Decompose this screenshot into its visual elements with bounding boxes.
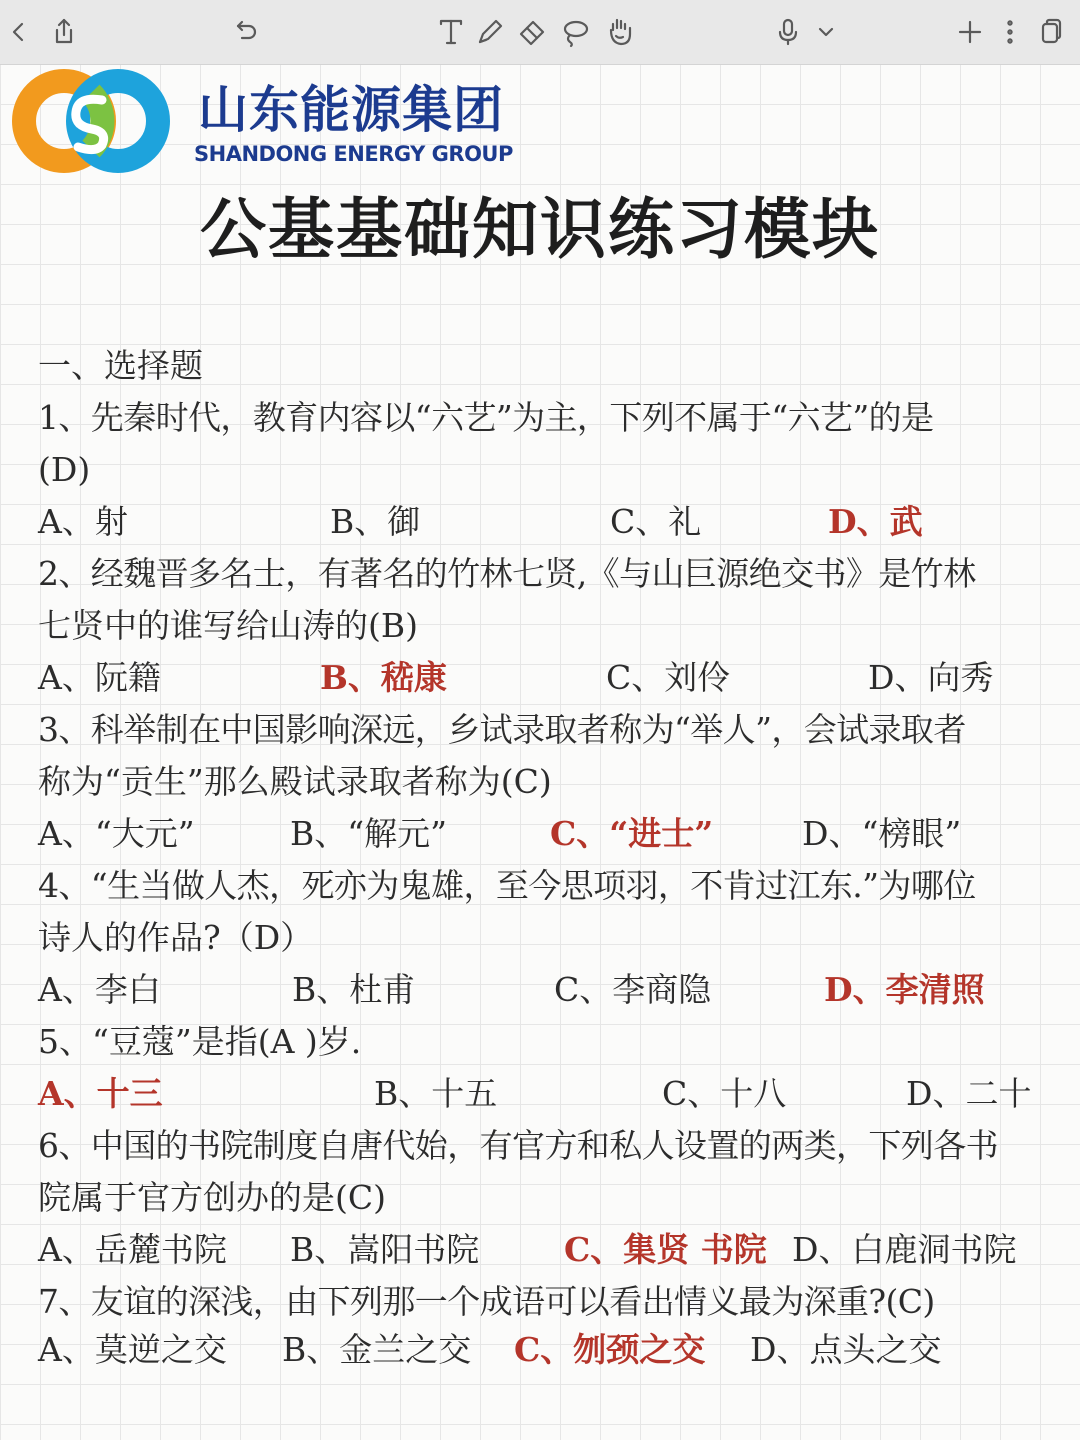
option-a-correct: A、十三 xyxy=(38,1074,163,1113)
question-text: 1、先秦时代，教育内容以“六艺”为主，下列不属于“六艺”的是 xyxy=(38,398,934,437)
question-text: 4、“生当做人杰，死亦为鬼雄，至今思项羽，不肯过江东.”为哪位 xyxy=(38,866,976,905)
brand-name-cn: 山东能源集团 xyxy=(198,81,504,139)
question-text: 7、友谊的深浅，由下列那一个成语可以看出情义最为深重?(C) xyxy=(38,1282,935,1321)
brand-logo xyxy=(6,64,566,179)
option-c: C、李商隐 xyxy=(554,970,712,1009)
option-a: A、李白 xyxy=(38,970,161,1009)
question-6 xyxy=(38,1120,1068,1276)
question-text: 诗人的作品?（D） xyxy=(38,918,314,957)
option-b: B、“解元” xyxy=(290,814,447,853)
question-text: 3、科举制在中国影响深远，乡试录取者称为“举人”，会试录取者 xyxy=(38,710,966,749)
option-a: A、“大元” xyxy=(38,814,195,853)
option-d: D、白鹿洞书院 xyxy=(792,1230,1017,1269)
question-text: (D) xyxy=(38,450,91,489)
option-c: C、刘伶 xyxy=(606,658,731,697)
answer-options xyxy=(38,964,1068,1016)
section-heading: 一、选择题 xyxy=(38,346,203,385)
question-1 xyxy=(38,392,1068,548)
option-d: D、向秀 xyxy=(868,658,994,697)
option-a: A、岳麓书院 xyxy=(38,1230,227,1269)
option-b: B、十五 xyxy=(374,1074,498,1113)
question-text: 七贤中的谁写给山涛的(B) xyxy=(38,606,418,645)
page-title: 公基基础知识练习模块 xyxy=(200,190,880,268)
question-text: 2、经魏晋多名士，有著名的竹林七贤,《与山巨源绝交书》是竹林 xyxy=(38,554,976,593)
answer-options xyxy=(38,496,1068,548)
option-c: C、礼 xyxy=(610,502,702,541)
option-c: C、十八 xyxy=(662,1074,787,1113)
option-c-correct: C、“进士” xyxy=(550,814,714,853)
pages-icon[interactable] xyxy=(1032,12,1072,52)
option-b: B、杜甫 xyxy=(292,970,416,1009)
question-text: 6、中国的书院制度自唐代始，有官方和私人设置的两类，下列各书 xyxy=(38,1126,998,1165)
question-3 xyxy=(38,704,1068,860)
question-list xyxy=(38,340,1068,1376)
option-a: A、阮籍 xyxy=(38,658,161,697)
question-2 xyxy=(38,548,1068,704)
chevron-down-icon[interactable] xyxy=(806,12,846,52)
question-text: 5、“豆蔻”是指(A )岁. xyxy=(38,1022,362,1061)
option-b: B、嵩阳书院 xyxy=(290,1230,480,1269)
answer-options xyxy=(38,652,1068,704)
question-7 xyxy=(38,1276,1068,1376)
answer-options xyxy=(38,1324,1068,1376)
shandong-energy-logo-icon xyxy=(6,64,176,179)
option-d: D、点头之交 xyxy=(750,1330,942,1369)
answer-options xyxy=(38,808,1068,860)
pen-tool-icon[interactable] xyxy=(470,12,510,52)
option-c-correct: C、刎颈之交 xyxy=(514,1330,706,1369)
option-b-correct: B、嵇康 xyxy=(320,658,447,697)
microphone-icon[interactable] xyxy=(768,12,808,52)
option-d: D、二十 xyxy=(906,1074,1032,1113)
option-a: A、莫逆之交 xyxy=(38,1330,227,1369)
question-4 xyxy=(38,860,1068,1016)
option-d-correct: D、武 xyxy=(828,502,923,541)
option-c-correct: C、集贤 书院 xyxy=(564,1230,767,1269)
text-tool-icon[interactable] xyxy=(431,12,471,52)
brand-name-en: SHANDONG ENERGY GROUP xyxy=(194,142,513,166)
shape-hand-tool-icon[interactable] xyxy=(600,12,640,52)
app-toolbar xyxy=(0,0,1080,65)
answer-options xyxy=(38,1068,1068,1120)
option-b: B、御 xyxy=(330,502,421,541)
option-d: D、“榜眼” xyxy=(802,814,962,853)
back-chevron-icon[interactable] xyxy=(0,12,40,52)
more-options-icon[interactable] xyxy=(990,12,1030,52)
undo-icon[interactable] xyxy=(224,12,264,52)
answer-options xyxy=(38,1224,1068,1276)
lasso-tool-icon[interactable] xyxy=(555,12,595,52)
add-icon[interactable] xyxy=(950,12,990,52)
share-icon[interactable] xyxy=(44,12,84,52)
option-b: B、金兰之交 xyxy=(282,1330,472,1369)
question-text: 院属于官方创办的是(C) xyxy=(38,1178,386,1217)
question-text: 称为“贡生”那么殿试录取者称为(C) xyxy=(38,762,552,801)
eraser-tool-icon[interactable] xyxy=(512,12,552,52)
option-d-correct: D、李清照 xyxy=(824,970,985,1009)
option-a: A、射 xyxy=(38,502,128,541)
question-5 xyxy=(38,1016,1068,1120)
